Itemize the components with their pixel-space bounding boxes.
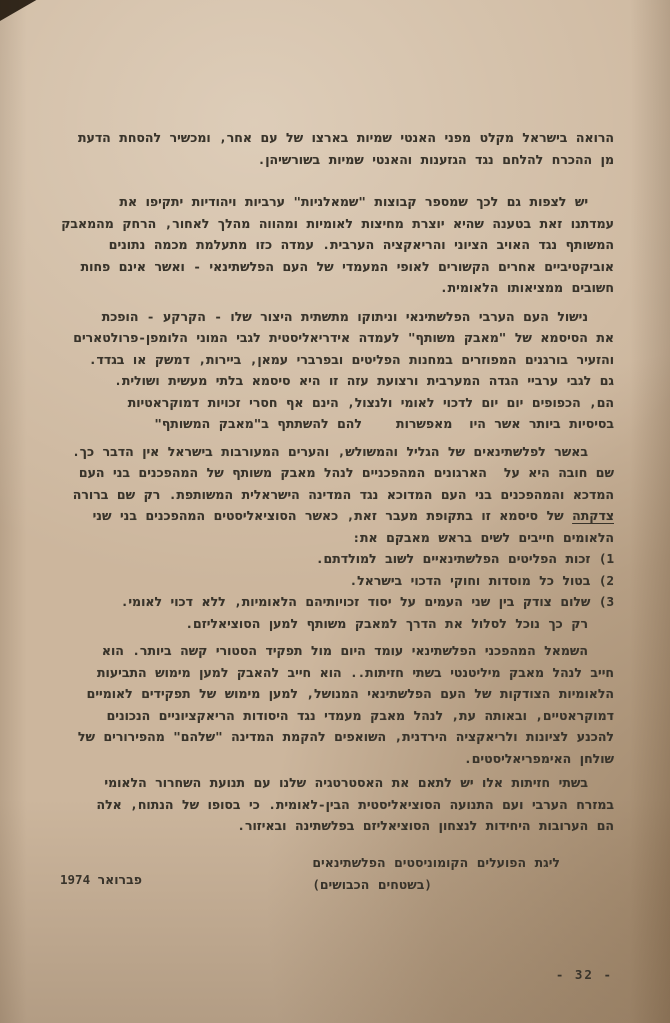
paragraph bbox=[48, 306, 614, 435]
page-number: - 32 - bbox=[555, 967, 613, 982]
text-line: המדכא והמהפכנים בני העם המדוכא נגד המדינה הישראלית המשותפת. רק שם ברורה bbox=[72, 486, 614, 502]
text-line: את הסיסמא של "מאבק משותף" לעמדה אידריאליסטית לגבי המוני הלומפן-פרולטארים bbox=[73, 330, 614, 345]
text-line: השמאל המהפכני הפלשתינאי עומד היום מול תפקיד הסטורי קשה ביותר. הוא bbox=[101, 643, 588, 658]
paragraph bbox=[48, 127, 614, 170]
text-line: אוביקטיביים אחרים הקשורים לאופי המעמדי של העם הפלשתינאי - ואשר אינם פחות bbox=[80, 258, 614, 274]
text-line: רק כך נוכל לסלול את הדרך למאבק משותף למען הסוציאליזם. bbox=[185, 615, 588, 631]
signature-block bbox=[312, 852, 560, 896]
paragraph bbox=[48, 191, 614, 299]
text-line: צדקתה של סיסמא זו בתקופת מעבר זאת, כאשר הסוציאליסטים המהפכנים בני שני bbox=[92, 508, 614, 523]
text-line: דמוקראטיים, ובאותה עת, לנהל מאבק מעמדי נגד היסודות הריאקציוניים הנכונים bbox=[106, 707, 614, 723]
text-line: בשתי חזיתות אלו יש לתאם את האסטרטגיה שלנו עם תנועת השחרור הלאומי bbox=[104, 775, 588, 790]
paragraph bbox=[48, 640, 614, 769]
text-line: במזרח הערבי ועם התנועה הסוציאליסטית הבין-לאומית. כי בסופו של הנתוח, אלה bbox=[96, 796, 614, 812]
text-line: 1) זכות הפליטים הפלשתינאיים לשוב למולדתם. bbox=[316, 551, 614, 566]
paragraph bbox=[48, 441, 614, 635]
text-line: המשותף נגד האויב הציוני והריאקציה הערבית. עמדה כזו מתעלמת מכמה נתונים bbox=[108, 237, 614, 252]
text-line: נישול העם הערבי הפלשתינאי וניתוקו מתשתית היצור שלו - הקרקע - הופכת bbox=[101, 308, 588, 324]
text-line: יש לצפות גם לכך שמספר קבוצות "שמאלניות" ערביות ויהודיות יתקיפו את bbox=[119, 194, 588, 209]
text-line: הלאומים חייבים לשים בראש מאבקם את: bbox=[352, 529, 614, 545]
text-line: 3) שלום צודק בין שני העמים על יסוד זכויותיהם הלאומיות, ללא דכוי לאומי. bbox=[120, 594, 614, 609]
signature-location: (בשטחים הכבושים) bbox=[312, 877, 432, 892]
paragraph bbox=[48, 772, 614, 837]
text-line: באשר לפלשתינאים של הגליל והמשולש, והערים המעורבות בישראל אין הדבר כך. bbox=[72, 443, 588, 459]
text-line: שם חובה היא על הארגונים המהפכניים לנהל מאבק משותף של המהפכנים בני העם bbox=[78, 465, 614, 480]
text-line: עמדתנו זאת בטענה שהיא יוצרת מחיצות לאומיות ומהווה מהלך לאחור, הרחק מהמאבק bbox=[61, 215, 614, 231]
text-line: מן ההכרח להלחם נגד הגזענות והאנטי שמיות בשורשיהן. bbox=[257, 151, 614, 167]
text-line: בסיסיות ביותר אשר היו מאפשרות להם להשתתף ב"מאבק המשותף" bbox=[154, 416, 614, 431]
text-line: 2) בטול כל מוסדות וחוקי הדכוי בישראל. bbox=[349, 572, 614, 588]
text-line: גם לגבי ערביי הגדה המערבית ורצועת עזה זו היא סיסמא בלתי מעשית ושולית. bbox=[114, 373, 614, 388]
text-line: והזעיר בורגנים המפוזרים במחנות הפליטים ובפרברי עמאן, ביירות, דמשק או בגדד. bbox=[88, 351, 614, 367]
text-line: הם הערובות היחידות לנצחון הסוציאליזם בפלשתינה ובאיזור. bbox=[237, 818, 614, 833]
underlined-word: צדקתה bbox=[572, 508, 614, 523]
text-line: להכנע לציונות ולריאקציה הירדנית, השואפים להקמת המדינה "שלהם" מהפירורים של bbox=[77, 729, 614, 744]
text-line: שולחן האימפריאליסטים. bbox=[464, 750, 614, 766]
text-line: חייב לנהל מאבק מיליטנטי בשתי חזיתות.. הוא חייב להאבק למען מימוש התביעות bbox=[97, 664, 614, 680]
signature-organization: ליגת הפועלים הקומוניסטים הפלשתינאים bbox=[312, 855, 560, 870]
text-line: הרואה בישראל מקלט מפני האנטי שמיות בארצו של עם אחר, ומכשיר להסחת הדעת bbox=[77, 130, 614, 145]
text-line: הם, הכפופים יום יום לדכוי לאומי ולנצול, הינם אף חסרי זכויות דמוקראטיות bbox=[127, 394, 614, 410]
document-date: פברואר 1974 bbox=[60, 872, 142, 887]
text-line: חשובים ממציאותו הלאומית. bbox=[440, 280, 614, 295]
text-line: הלאומיות הצודקות של העם הפלשתינאי המנושל, למען מימוש של תפקידים לאומיים bbox=[86, 686, 614, 701]
